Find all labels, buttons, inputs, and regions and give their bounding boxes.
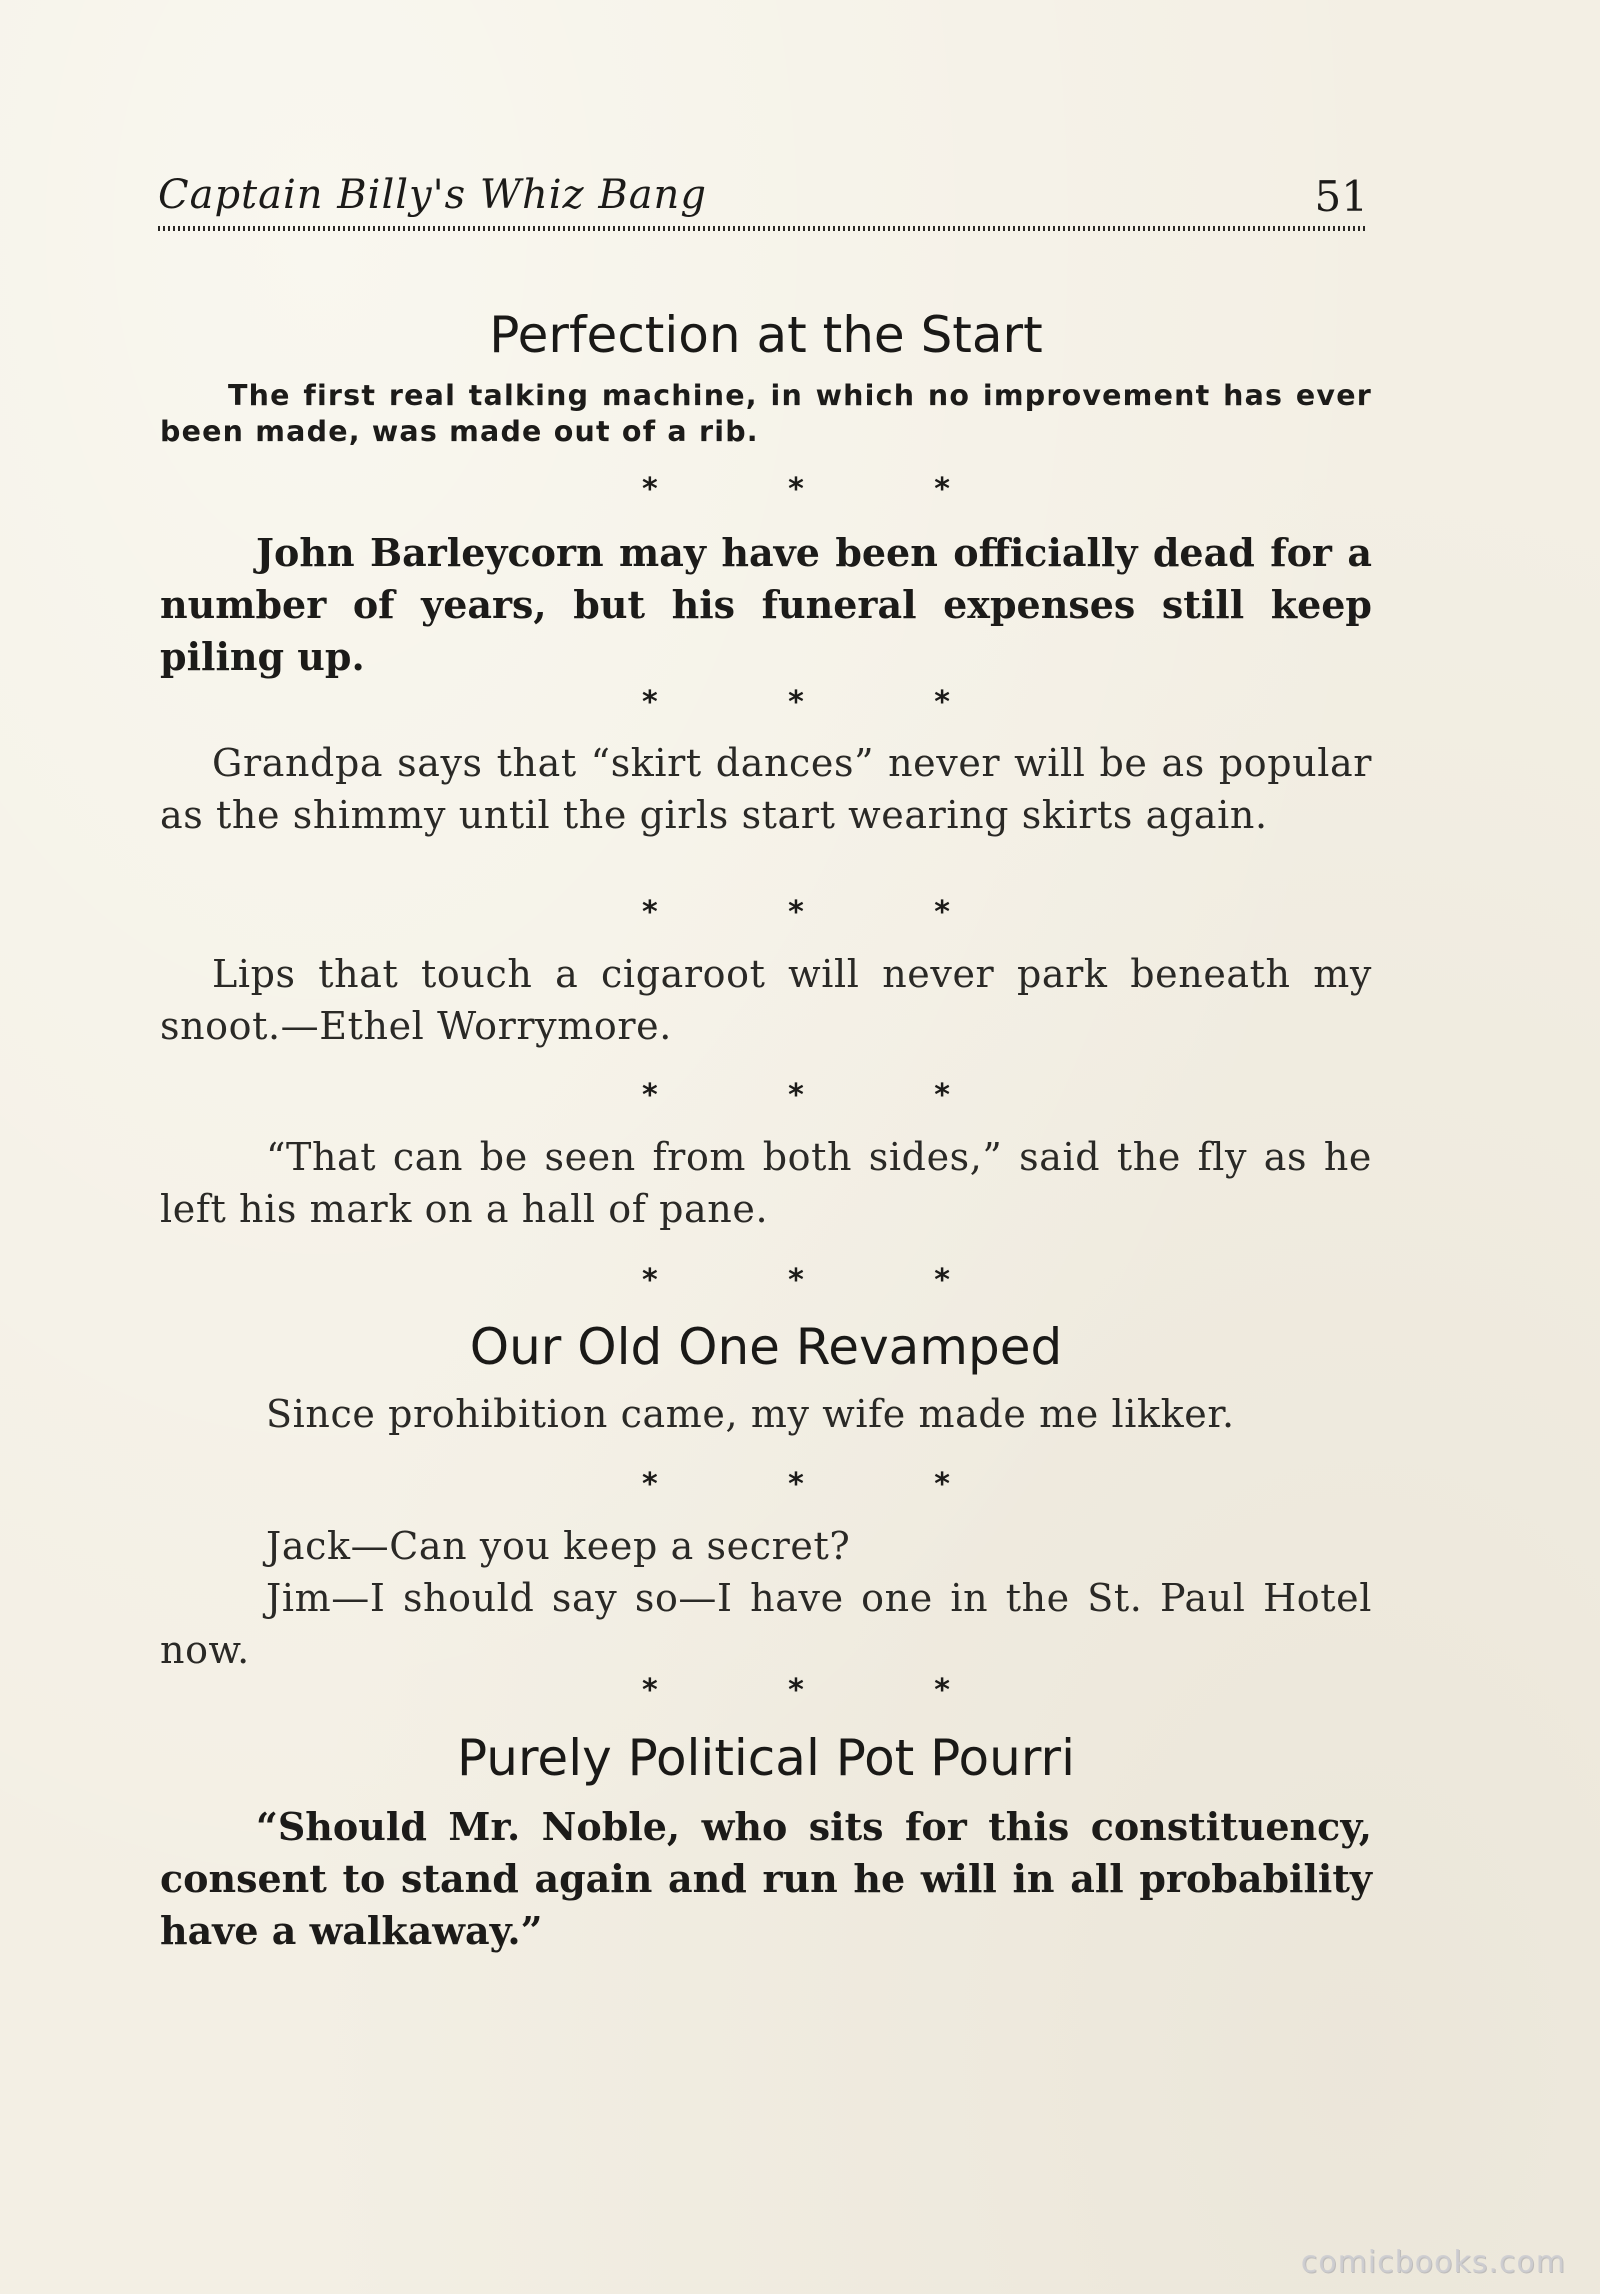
joke-grandpa: [160, 737, 1372, 841]
joke-secret: [160, 1520, 1372, 1676]
page-number: 51: [1314, 172, 1368, 221]
joke-perfection-text: The first real talking machine, in which no improvement has ever been made, was made out of a rib.: [160, 379, 1372, 448]
dialogue-line-jack: Jack—Can you keep a secret?: [266, 1524, 851, 1568]
joke-revamped-text: Since prohibition came, my wife made me likker.: [266, 1392, 1235, 1436]
separator-stars: * * *: [642, 685, 1010, 720]
joke-fly: [160, 1131, 1372, 1235]
heading-perfection: Perfection at the Start: [489, 306, 1043, 364]
heading-revamped: Our Old One Revamped: [469, 1318, 1063, 1376]
separator-stars: * * *: [642, 1467, 1010, 1502]
joke-revamped: [160, 1388, 1372, 1440]
separator-stars: * * *: [642, 895, 1010, 930]
joke-grandpa-text: Grandpa says that “skirt dances” never will be as popular as the shimmy until the girls start wearing skirts again.: [160, 741, 1372, 837]
separator-stars: * * *: [642, 1673, 1010, 1708]
running-head: [158, 172, 1368, 232]
separator-stars: * * *: [642, 472, 1010, 507]
separator-stars: * * *: [642, 1263, 1010, 1298]
running-title: Captain Billy's Whiz Bang: [158, 172, 707, 218]
joke-political: [160, 1801, 1372, 1957]
joke-lips: [160, 948, 1372, 1052]
joke-political-text: “Should Mr. Noble, who sits for this constituency, consent to stand again and run he will in all probability have a walkaway.”: [160, 1804, 1372, 1953]
joke-barleycorn-text: John Barleycorn may have been officially dead for a number of years, but his funeral expenses still keep piling up.: [160, 530, 1372, 679]
watermark: comicbooks.com: [1300, 2245, 1566, 2280]
separator-stars: * * *: [642, 1078, 1010, 1113]
joke-perfection: [160, 378, 1372, 450]
header-dotted-rule: [158, 226, 1368, 231]
heading-political: Purely Political Pot Pourri: [457, 1729, 1075, 1787]
joke-fly-text: “That can be seen from both sides,” said the fly as he left his mark on a hall of pane.: [160, 1135, 1372, 1231]
joke-barleycorn: [160, 527, 1372, 683]
joke-lips-text: Lips that touch a cigaroot will never park beneath my snoot.—Ethel Worrymore.: [160, 952, 1372, 1048]
dialogue-line-jim: Jim—I should say so—I have one in the St. Paul Hotel now.: [160, 1576, 1372, 1672]
